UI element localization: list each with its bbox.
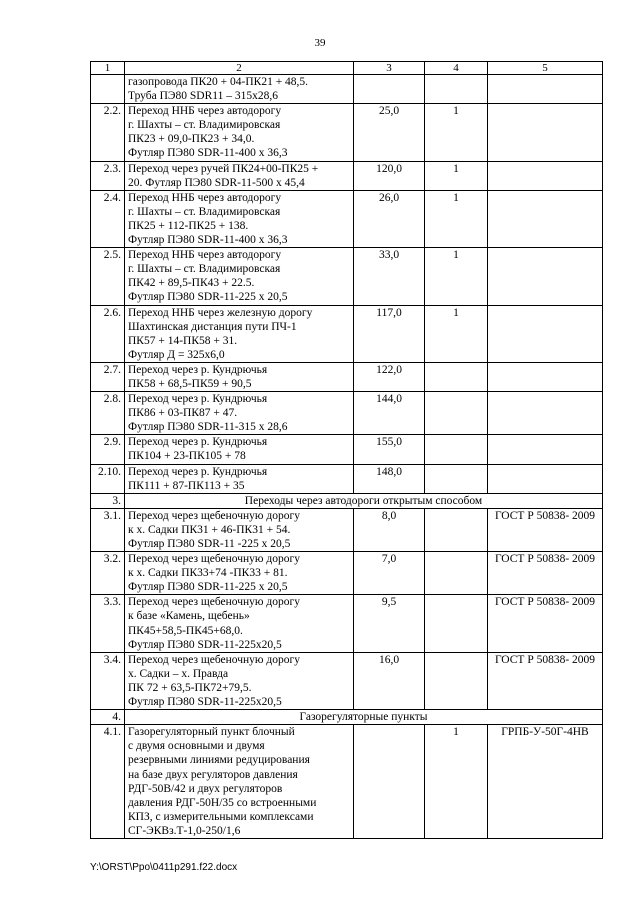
table-row [91,75,603,104]
description-line: на базе двух регуляторов давления [128,768,298,781]
row-description [125,652,354,709]
length-value: 117,0 [354,305,425,362]
quantity-value [425,392,488,435]
quantity-value [425,508,488,551]
table-row [91,435,603,464]
length-value [354,75,425,104]
quantity-value [425,362,488,391]
standard-reference: ГОСТ Р 50838- 2009 [488,508,603,551]
length-value: 9,5 [354,595,425,652]
description-line: газопровода ПК20 + 04-ПК21 + 48,5. [128,76,309,88]
description-line: ПК58 + 68,5-ПК59 + 90,5 [128,377,252,390]
table-row [91,190,603,247]
standard-reference [488,190,603,247]
row-description [125,75,354,104]
standard-reference [488,435,603,464]
length-value [354,725,425,839]
description-line: ПК111 + 87-ПК113 + 35 [128,479,245,492]
description-line: Футляр ПЭ80 SDR-11-225х20,5 [128,638,282,651]
table-row [91,161,603,190]
row-number: 2.2. [91,104,125,161]
standard-reference: ГРПБ-У-50Г-4НВ [488,725,603,839]
description-line: к х. Садки ПК31 + 46-ПК31 + 54. [128,523,291,536]
quantity-value: 1 [425,725,488,839]
table-row [91,508,603,551]
description-line: Футляр ПЭ80 SDR-11 -225 х 20,5 [128,538,291,550]
header-col-4: 4 [425,62,488,75]
description-line: ПК86 + 03-ПК87 + 47. [128,407,238,420]
quantity-value: 1 [425,248,488,305]
table-row [91,725,603,839]
description-line: Переход через щебеночную дорогу [128,553,300,566]
description-line: Переход ННБ через автодорогу [128,249,282,262]
row-number: 2.7. [91,362,125,391]
row-number: 3.2. [91,552,125,595]
description-line: г. Шахты – ст. Владимировская [128,263,281,276]
row-description [125,104,354,161]
row-description [125,248,354,305]
table-row [91,248,603,305]
description-line: ПК104 + 23-ПК105 + 78 [128,450,246,463]
length-value: 120,0 [354,161,425,190]
length-value: 148,0 [354,464,425,493]
table-row [91,392,603,435]
description-line: ПК25 + 112-ПК25 + 138. [128,219,249,232]
length-value: 33,0 [354,248,425,305]
row-number: 3. [91,493,125,508]
quantity-value: 1 [425,305,488,362]
row-number: 2.6. [91,305,125,362]
length-value: 144,0 [354,392,425,435]
row-number: 2.5. [91,248,125,305]
table-row [91,362,603,391]
row-description [125,464,354,493]
quantity-value [425,464,488,493]
description-line: г. Шахты – ст. Владимировская [128,205,281,218]
row-description [125,362,354,391]
description-line: ПК57 + 14-ПК58 + 31. [128,334,238,347]
standard-reference [488,161,603,190]
description-line: г. Шахты – ст. Владимировская [128,119,281,132]
standard-reference [488,75,603,104]
quantity-value [425,652,488,709]
row-description [125,190,354,247]
row-number: 4.1. [91,725,125,839]
standard-reference: ГОСТ Р 50838- 2009 [488,652,603,709]
description-line: СГ-ЭКВз.Т-1,0-250/1,6 [128,824,241,837]
standard-reference [488,248,603,305]
description-line: Труба ПЭ80 SDR11 – 315х28,6 [128,90,278,103]
row-description [125,725,354,839]
description-line: с двумя основными и двумя [128,740,265,753]
quantity-value [425,75,488,104]
description-line: Футляр ПЭ80 SDR-11-315 х 28,6 [128,421,288,434]
header-col-2: 2 [125,62,354,75]
quantity-value: 1 [425,161,488,190]
row-description [125,435,354,464]
description-line: ПК45+58,5-ПК45+68,0. [128,624,243,637]
description-line: Футляр ПЭ80 SDR-11-225 х 20,5 [128,291,288,304]
length-value: 8,0 [354,508,425,551]
table-header-row [91,62,603,75]
description-line: Газорегуляторный пункт блочный [128,726,295,739]
description-line: ПК42 + 89,5-ПК43 + 22.5. [128,277,255,290]
description-line: Переход через р. Кундрючья [128,465,268,478]
section-title: Переходы через автодороги открытым способом [125,493,603,508]
table-row [91,464,603,493]
standard-reference [488,362,603,391]
length-value: 7,0 [354,552,425,595]
row-number: 3.1. [91,508,125,551]
table-row [91,595,603,652]
row-description [125,508,354,551]
quantity-value: 1 [425,104,488,161]
table-row [91,104,603,161]
description-line: Переход через р. Кундрючья [128,363,268,376]
header-col-3: 3 [354,62,425,75]
row-number: 2.9. [91,435,125,464]
description-line: Футляр ПЭ80 SDR-11-225 х 20,5 [128,581,288,594]
description-line: Переход через щебеночную дорогу [128,653,300,666]
section-row [91,710,603,725]
description-line: Футляр ПЭ80 SDR-11-400 х 36,3 [128,234,288,247]
description-line: Переход через щебеночную дорогу [128,509,300,522]
length-value: 16,0 [354,652,425,709]
standard-reference [488,104,603,161]
file-path-footer: Y:\ORST\Ppo\0411p291.f22.docx [90,862,238,873]
description-line: давления РДГ-50Н/35 со встроенными [128,796,317,809]
description-line: Переход ННБ через автодорогу [128,105,282,118]
description-line: ПК23 + 09,0-ПК23 + 34,0. [128,133,255,146]
row-description [125,552,354,595]
description-line: Переход через р. Кундрючья [128,436,268,449]
specification-table [90,61,603,839]
row-description [125,305,354,362]
standard-reference: ГОСТ Р 50838- 2009 [488,552,603,595]
row-description [125,595,354,652]
row-number [91,75,125,104]
description-line: Футляр Д = 325х6,0 [128,348,225,361]
description-line: Переход через р. Кундрючья [128,393,268,406]
table-row [91,552,603,595]
row-description [125,392,354,435]
quantity-value: 1 [425,190,488,247]
standard-reference [488,464,603,493]
row-number: 2.4. [91,190,125,247]
quantity-value [425,595,488,652]
description-line: Шахтинская дистанция пути ПЧ-1 [128,320,297,333]
description-line: к х. Садки ПК33+74 -ПК33 + 81. [128,567,288,580]
description-line: Футляр ПЭ80 SDR-11-225х20,5 [128,696,282,709]
length-value: 155,0 [354,435,425,464]
section-title: Газорегуляторные пункты [125,710,603,725]
description-line: Переход ННБ через железную дорогу [128,306,313,319]
description-line: Футляр ПЭ80 SDR-11-400 х 36,3 [128,147,288,160]
standard-reference: ГОСТ Р 50838- 2009 [488,595,603,652]
description-line: Переход ННБ через автодорогу [128,191,282,204]
quantity-value [425,435,488,464]
table-row [91,305,603,362]
row-number: 2.10. [91,464,125,493]
description-line: ПК 72 + 63,5-ПК72+79,5. [128,681,252,694]
row-number: 2.8. [91,392,125,435]
row-description [125,161,354,190]
description-line: 20. Футляр ПЭ80 SDR-11-500 х 45,4 [128,176,305,189]
description-line: КПЗ, с измерительными комплексами [128,810,314,823]
description-line: РДГ-50В/42 и двух регуляторов [128,782,283,795]
description-line: х. Садки – х. Правда [128,667,229,680]
standard-reference [488,305,603,362]
length-value: 122,0 [354,362,425,391]
row-number: 3.3. [91,595,125,652]
description-line: Переход через щебеночную дорогу [128,596,300,609]
row-number: 2.3. [91,161,125,190]
length-value: 26,0 [354,190,425,247]
row-number: 3.4. [91,652,125,709]
standard-reference [488,392,603,435]
page-number: 39 [314,37,326,49]
description-line: Переход через ручей ПК24+00-ПК25 + [128,162,319,175]
row-number: 4. [91,710,125,725]
header-col-5: 5 [488,62,603,75]
description-line: резервными линиями редуцирования [128,754,310,767]
header-col-1: 1 [91,62,125,75]
length-value: 25,0 [354,104,425,161]
table-row [91,652,603,709]
description-line: к базе «Камень, щебень» [128,610,250,623]
section-row [91,493,603,508]
quantity-value [425,552,488,595]
